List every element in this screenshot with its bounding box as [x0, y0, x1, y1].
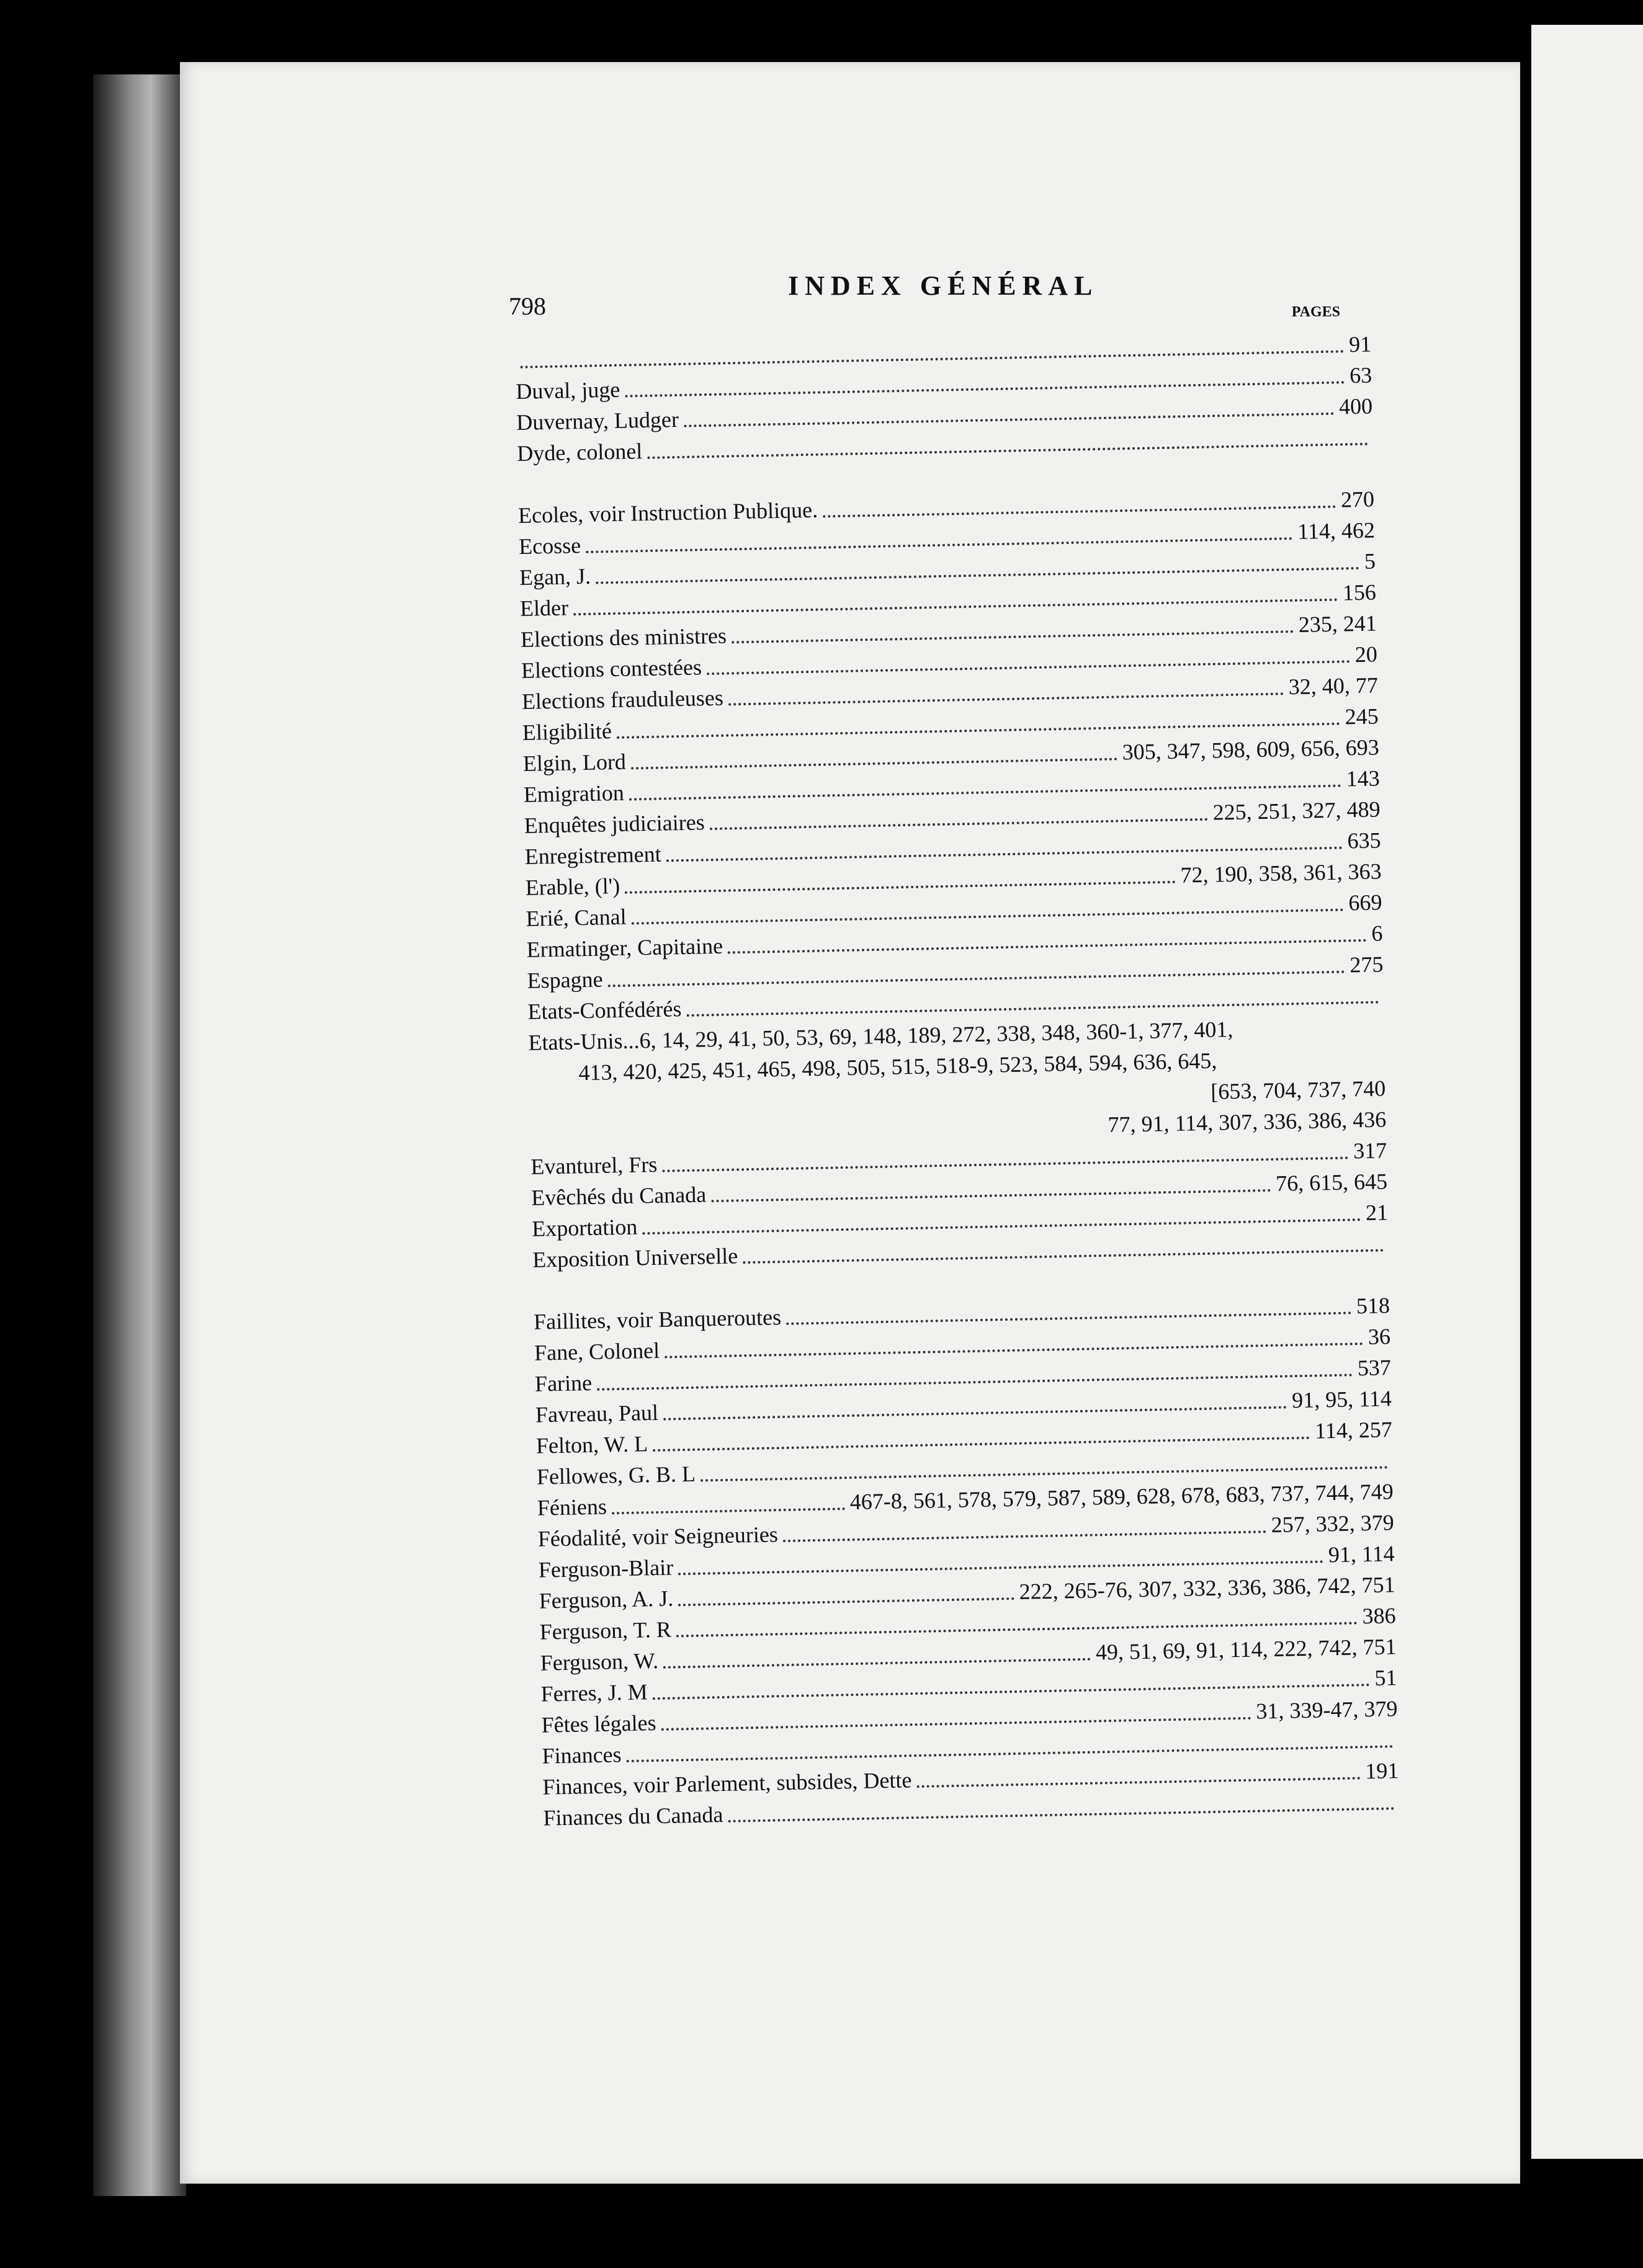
index-entry-name: Evêchés du Canada [531, 1182, 707, 1210]
index-entry-name: Enregistrement [524, 841, 662, 869]
dot-leader [647, 434, 1368, 459]
index-entry-pages: 5 [1364, 548, 1376, 574]
book-binding [93, 74, 186, 2196]
index-entry-name: Finances, voir Parlement, subsides, Dette [542, 1767, 912, 1800]
index-entry-pages: 31, 339-47, 379 [1256, 1696, 1398, 1724]
dot-leader [786, 1303, 1351, 1324]
index-entry-pages: 317 [1353, 1138, 1387, 1164]
index-entry-pages: 386 [1362, 1603, 1396, 1629]
index-entry-name: Elder [519, 595, 569, 621]
dot-leader [663, 1650, 1091, 1669]
index-entry-pages: 91, 95, 114 [1291, 1386, 1392, 1413]
index-entry-name: Etats-Confédérés [527, 996, 682, 1024]
index-entry-name: Ferguson, W. [540, 1648, 659, 1676]
index-entry-pages: 305, 347, 598, 609, 656, 693 [1122, 734, 1380, 765]
index-entry-pages: 20 [1354, 641, 1378, 667]
dot-leader [631, 900, 1343, 925]
index-entry-name: Ferguson-Blair [538, 1555, 674, 1583]
index-entry-name: Féodalité, voir Seigneuries [537, 1522, 779, 1551]
dot-leader [686, 992, 1379, 1016]
index-entry-continuation: 77, 91, 114, 307, 336, 386, 436 [1108, 1107, 1387, 1137]
index-entry-name: Exposition Universelle [532, 1243, 738, 1272]
dot-leader [617, 714, 1340, 739]
page-gutter [1520, 25, 1531, 2196]
index-entry-pages: 36 [1368, 1324, 1391, 1349]
index-entry-name: Espagne [527, 967, 603, 993]
dot-leader [676, 1613, 1358, 1637]
dot-leader [662, 1148, 1348, 1172]
index-entry-name: Emigration [523, 780, 625, 807]
index-entry-name: Ermatinger, Capitaine [526, 933, 723, 962]
index-entry-name: Farine [534, 1370, 593, 1396]
dot-leader [596, 558, 1359, 584]
dot-leader [728, 684, 1284, 705]
index-entry-name: Felton, W. L [535, 1431, 648, 1458]
dot-leader [653, 1675, 1370, 1700]
index-entry-name: Fane, Colonel [534, 1337, 660, 1365]
dot-leader [629, 776, 1341, 801]
dot-leader [607, 962, 1345, 988]
dot-leader [653, 1428, 1310, 1452]
index-entry-pages: 537 [1357, 1355, 1392, 1381]
dot-leader [586, 529, 1292, 553]
index-entry-pages: 191 [1364, 1758, 1399, 1784]
dot-leader [626, 1736, 1393, 1762]
index-entry-pages: 222, 265-76, 307, 332, 336, 386, 742, 751 [1019, 1572, 1395, 1604]
dot-leader [728, 1798, 1394, 1823]
index-entry-name: Ferguson, A. J. [539, 1586, 674, 1614]
page-header [509, 261, 1353, 335]
index-entry-continuation: 413, 420, 425, 451, 465, 498, 505, 515, 518-9, 523, 584, 594, 636, 645, [578, 1048, 1217, 1086]
dot-leader [783, 1522, 1266, 1542]
index-entry-pages: 51 [1374, 1665, 1397, 1690]
dot-leader [707, 651, 1350, 675]
index-entry-continuation: [653, 704, 737, 740 [1210, 1076, 1386, 1104]
dot-leader [711, 1181, 1271, 1202]
dot-leader [663, 1397, 1287, 1420]
dot-leader [625, 872, 1176, 894]
index-entry-name: Duvernay, Ludger [516, 406, 679, 435]
index-entry-pages: 467-8, 561, 578, 579, 587, 589, 628, 678, 683, 737, 744, 749 [849, 1479, 1394, 1514]
index-entry-name: Elections frauduleuses [521, 685, 724, 714]
index-entry-pages: 114, 257 [1314, 1417, 1393, 1444]
index-entry-pages: 76, 615, 645 [1275, 1169, 1388, 1196]
index-entry-name: Finances [542, 1742, 622, 1769]
index-entry-name: Erié, Canal [526, 904, 627, 931]
index-entry-pages: 114, 462 [1297, 517, 1376, 544]
index-entry-pages: 91 [1348, 331, 1372, 357]
index-entry-name: Exportation [531, 1214, 638, 1241]
dot-leader [684, 404, 1335, 427]
dot-leader [631, 749, 1117, 769]
dot-leader [743, 1240, 1384, 1264]
dot-leader [728, 931, 1367, 954]
index-entry-name: Finances du Canada [543, 1802, 723, 1831]
index-entry-pages: 32, 40, 77 [1288, 672, 1379, 700]
index-entry-name: Evanturel, Frs [530, 1151, 658, 1179]
index-entry-pages: 225, 251, 327, 489 [1212, 797, 1381, 825]
index-entry-name: Faillites, voir Banqueroutes [533, 1305, 782, 1334]
index-entry-pages: 49, 51, 69, 91, 114, 222, 742, 751 [1095, 1634, 1397, 1665]
index-entry-name: Féniens [537, 1494, 607, 1520]
index-entry-name: Favreau, Paul [535, 1400, 659, 1427]
index-entry-name: Fellowes, G. B. L [536, 1461, 696, 1489]
dot-leader [732, 622, 1294, 643]
dot-leader [597, 1365, 1353, 1390]
index-entry-pages: 156 [1342, 579, 1377, 605]
dot-leader [678, 1551, 1323, 1575]
dot-leader [666, 838, 1343, 862]
index-entry-name: Fêtes légales [541, 1710, 656, 1738]
dot-leader [678, 1589, 1014, 1606]
dot-leader [665, 1334, 1363, 1359]
dot-leader [701, 1457, 1388, 1481]
index-entry-pages: 275 [1349, 952, 1384, 978]
index-entry-pages: 63 [1349, 362, 1372, 388]
index-entry-name: Duval, juge [515, 377, 620, 404]
dot-leader [642, 1210, 1361, 1234]
page-title: INDEX GÉNÉRAL [788, 270, 1099, 301]
index-entry-pages: 257, 332, 379 [1271, 1510, 1395, 1537]
index-entry-name: Enquêtes judiciaires [524, 810, 705, 838]
facing-page-edge [1531, 25, 1643, 2159]
page-number: 798 [509, 292, 546, 320]
index-entry-name: Ferguson, T. R [539, 1617, 672, 1645]
index-entry-name: Elections contestées [521, 654, 702, 683]
dot-leader [823, 497, 1336, 518]
index-entry-pages: 270 [1340, 486, 1375, 512]
index-entry-name: Erable, (l') [525, 873, 620, 900]
index-entry-name: Eligibilité [522, 718, 612, 745]
index-entry-pages: 669 [1348, 890, 1382, 916]
index-entry-pages: 400 [1338, 393, 1373, 419]
index-entry-pages: 6 [1371, 921, 1383, 946]
index-entry-pages: 245 [1345, 703, 1379, 730]
index-entry-name: Etats-Unis...6, 14, 29, 41, 50, 53, 69, 148, 189, 272, 338, 348, 360-1, 377, 401, [528, 1016, 1233, 1055]
index-entry-name: Ferres, J. M [540, 1679, 648, 1707]
dot-leader [661, 1708, 1251, 1731]
index-entry-name: Ecosse [518, 533, 581, 559]
dot-leader [916, 1768, 1360, 1788]
index-entry-pages: 91, 114 [1328, 1541, 1395, 1568]
index-entry-pages: 21 [1365, 1200, 1389, 1225]
index-entry-name: Elgin, Lord [522, 749, 627, 776]
index-entry-name: Elections des ministres [520, 623, 727, 652]
index-entry-name: Egan, J. [519, 563, 591, 590]
index-entry-pages: 635 [1347, 828, 1381, 854]
index-entries [515, 331, 1400, 1836]
index-entry-pages: 518 [1356, 1293, 1390, 1319]
index-entry-pages: 72, 190, 358, 361, 363 [1180, 859, 1382, 888]
index-entry-pages: 235, 241 [1298, 610, 1377, 637]
dot-leader [710, 810, 1208, 830]
index-entry-name: Ecoles, voir Instruction Publique. [517, 497, 818, 528]
index-entry-pages: 143 [1346, 766, 1380, 792]
dot-leader [625, 372, 1345, 397]
dot-leader [612, 1499, 845, 1514]
pages-column-label: PAGES [1291, 304, 1340, 320]
index-entry-name: Dyde, colonel [516, 439, 643, 466]
dot-leader [573, 590, 1338, 616]
